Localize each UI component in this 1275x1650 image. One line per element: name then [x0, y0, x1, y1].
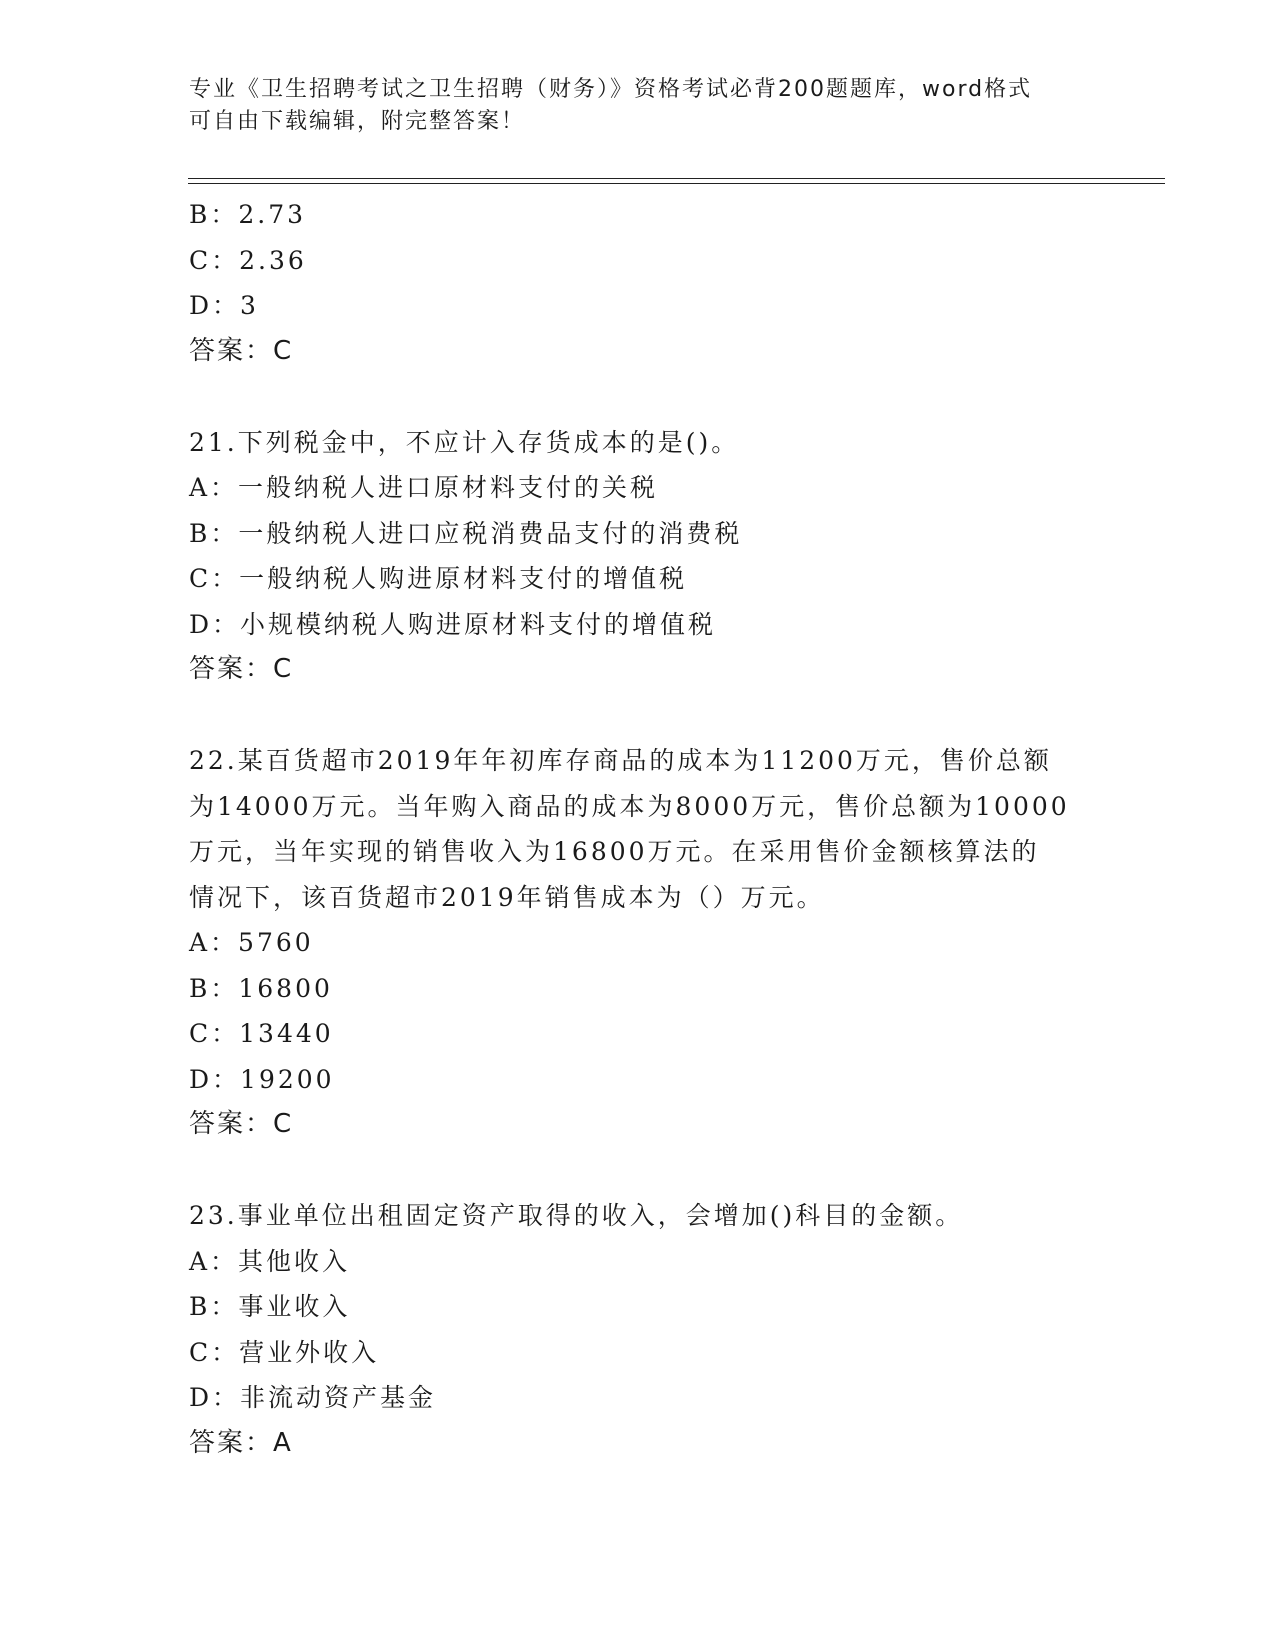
spacer: [189, 1148, 1089, 1194]
option-b: B：2.73: [189, 200, 307, 229]
spacer: [189, 693, 1089, 739]
option-c: C：营业外收入: [189, 1337, 380, 1367]
answer-line: 答案：C: [189, 1109, 294, 1139]
question-block-21: [189, 420, 1089, 693]
option-c: C：13440: [189, 1019, 334, 1048]
option-d: D：3: [189, 291, 259, 320]
question-block-prev: [189, 192, 1089, 374]
option-a: A：其他收入: [189, 1246, 351, 1276]
question-text: 21.下列税金中，不应计入存货成本的是()。: [189, 427, 740, 457]
answer-line: 答案：A: [189, 1427, 293, 1458]
header-divider-bottom: [188, 183, 1165, 184]
header-line-1: 专业《卫生招聘考试之卫生招聘（财务）》资格考试必背200题题库，word格式: [189, 77, 1033, 102]
option-c: C：2.36: [189, 245, 307, 275]
option-a: A：一般纳税人进口原材料支付的关税: [189, 473, 659, 502]
header-divider-top: [188, 178, 1165, 179]
option-d: D：小规模纳税人购进原材料支付的增值税: [189, 609, 717, 639]
question-text: 万元，当年实现的销售收入为16800万元。在采用售价金额核算法的: [189, 837, 1040, 866]
question-block-23: [189, 1193, 1089, 1466]
question-text: 情况下，该百货超市2019年销售成本为（）万元。: [189, 882, 825, 912]
question-block-22: [189, 738, 1089, 1148]
option-c: C：一般纳税人购进原材料支付的增值税: [189, 564, 688, 593]
document-header: [189, 74, 1069, 138]
document-body: [189, 192, 1089, 1466]
option-d: D：19200: [189, 1064, 335, 1094]
answer-line: 答案：C: [189, 335, 294, 366]
option-d: D：非流动资产基金: [189, 1383, 437, 1412]
answer-line: 答案：C: [189, 654, 294, 684]
option-b: B：16800: [189, 973, 333, 1003]
option-a: A：5760: [189, 928, 314, 957]
question-text: 为14000万元。当年购入商品的成本为8000万元，售价总额为10000: [189, 791, 1070, 821]
option-b: B：一般纳税人进口应税消费品支付的消费税: [189, 518, 743, 548]
header-line-2: 可自由下载编辑，附完整答案！: [189, 109, 526, 134]
question-text: 23.事业单位出租固定资产取得的收入，会增加()科目的金额。: [189, 1201, 964, 1230]
spacer: [189, 374, 1089, 420]
option-b: B：事业收入: [189, 1292, 351, 1321]
question-text: 22.某百货超市2019年年初库存商品的成本为11200万元，售价总额: [189, 746, 1052, 775]
